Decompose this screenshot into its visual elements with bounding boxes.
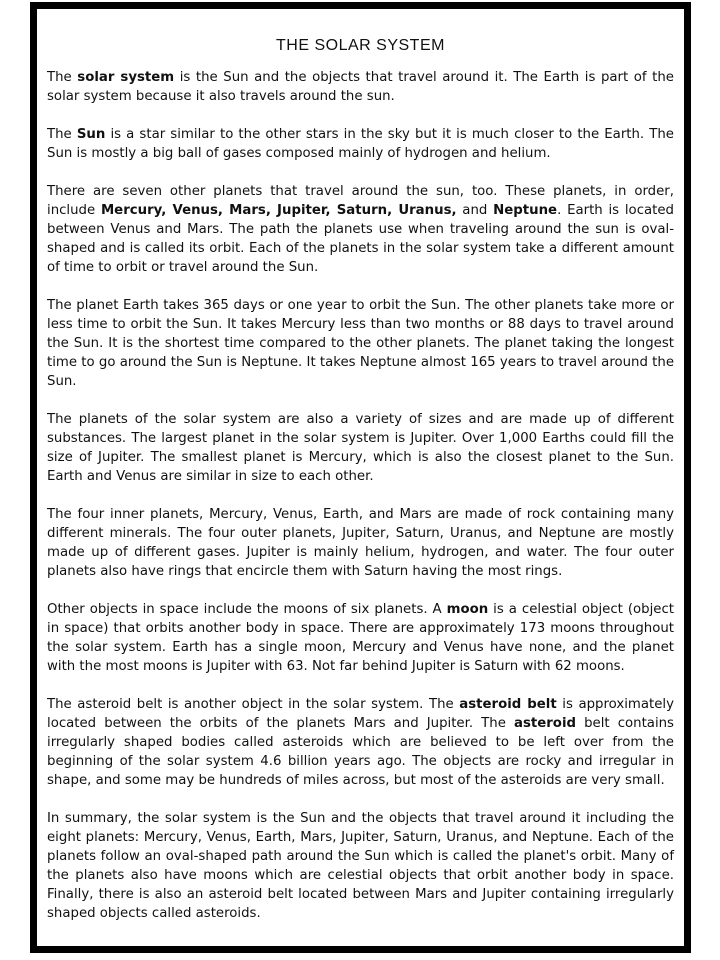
paragraph-sun: The Sun is a star similar to the other stars in the sky but it is much closer to the Earth. The Sun is mostly a big ball of gases composed mainly of hydrogen and helium. <box>47 127 674 161</box>
bold-term: asteroid <box>513 716 577 731</box>
paragraph-orbits: The planet Earth takes 365 days or one year to orbit the Sun. The other planets take more or less time to orbit the Sun. It takes Mercury less than two months or 88 days to travel around the Sun. It is the shortest time compared to the other planets. The planet taking the longest time to go around the Sun is Neptune. It takes Neptune almost 165 years to travel around the Sun. <box>47 298 674 389</box>
paragraph-solar-system: The solar system is the Sun and the objects that travel around it. The Earth is part of the solar system because it also travels around the sun. <box>47 70 674 104</box>
bold-term: Mercury, Venus, Mars, Jupiter, Saturn, Uranus, <box>100 203 457 218</box>
bold-term: Neptune <box>493 203 558 218</box>
paragraph-summary: In summary, the solar system is the Sun and the objects that travel around it including the eight planets: Mercury, Venus, Earth, Mars, Jupiter, Saturn, Uranus, and Neptune. Each of the planets follow an oval-shaped path around the Sun which is called the planet's orbit. Many of the planets also have moons which are celestial objects that orbit another body in space. Finally, there is also an asteroid belt located between Mars and Jupiter containing irregularly shaped objects called asteroids. <box>47 811 674 921</box>
bold-term: asteroid belt <box>459 697 557 712</box>
paragraph-moons: Other objects in space include the moons of six planets. A moon is a celestial object (object in space) that orbits another body in space. There are approximately 173 moons throughout the solar system. Earth has a single moon, Mercury and Venus have none, and the planet with the most moons is Jupiter with 63. Not far behind Jupiter is Saturn with 62 moons. <box>47 602 674 674</box>
bold-term: Sun <box>76 127 106 142</box>
paragraph-planets: There are seven other planets that travel around the sun, too. These planets, in order, include Mercury, Venus, Mars, Jupiter, Saturn, Uranus, and Neptune. Earth is located between Venus and Mars. The path the planets use when traveling around the sun is oval-shaped and is called its orbit. Each of the planets in the solar system take a different amount of time to orbit or travel around the Sun. <box>47 184 674 275</box>
document-body <box>47 37 674 923</box>
page-title: THE SOLAR SYSTEM <box>276 37 445 54</box>
bold-term: solar system <box>77 70 175 85</box>
paragraph-composition: The four inner planets, Mercury, Venus, Earth, and Mars are made of rock containing many different minerals. The four outer planets, Jupiter, Saturn, Uranus, and Neptune are mostly made up of different gases. Jupiter is mainly helium, hydrogen, and water. The four outer planets also have rings that encircle them with Saturn having the most rings. <box>47 507 674 579</box>
bold-term: moon <box>446 602 489 617</box>
page-border <box>30 2 691 953</box>
paragraph-sizes: The planets of the solar system are also a variety of sizes and are made up of different substances. The largest planet in the solar system is Jupiter. Over 1,000 Earths could fill the size of Jupiter. The smallest planet is Mercury, which is also the closest planet to the Sun. Earth and Venus are similar in size to each other. <box>47 412 674 484</box>
paragraph-asteroid-belt: The asteroid belt is another object in the solar system. The asteroid belt is approximately located between the orbits of the planets Mars and Jupiter. The asteroid belt contains irregularly shaped bodies called asteroids which are believed to be left over from the beginning of the solar system 4.6 billion years ago. The objects are rocky and irregular in shape, and some may be hundreds of miles across, but most of the asteroids are very small. <box>47 697 674 788</box>
